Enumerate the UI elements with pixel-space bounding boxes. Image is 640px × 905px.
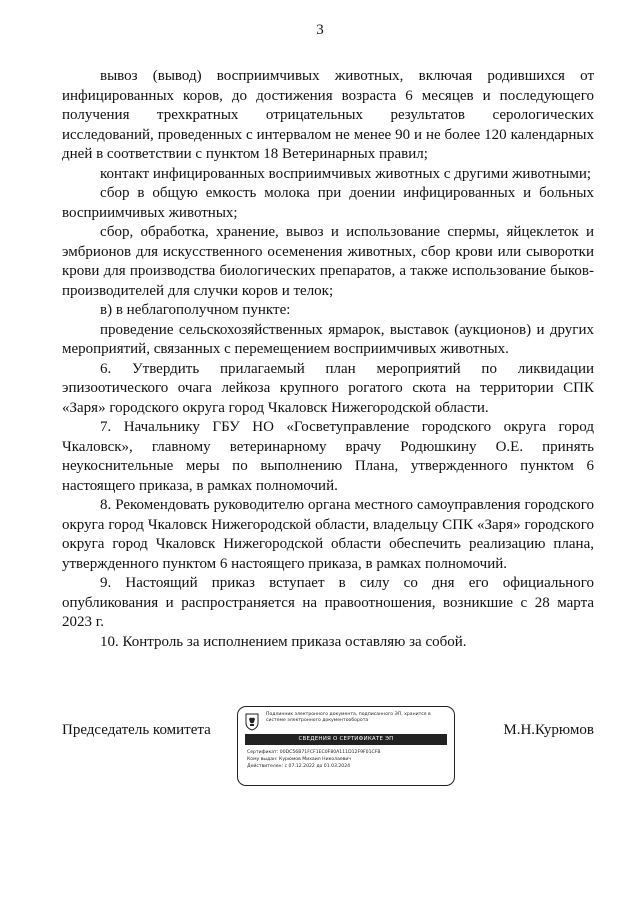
coat-of-arms-icon xyxy=(245,713,259,731)
stamp-issued-to: Кому выдан: Курюмов Михаил Николаевич xyxy=(247,756,352,762)
paragraph: проведение сельскохозяйственных ярмарок, выставок (аукционов) и других мероприятий, связанных с перемещением восприимчивых животных. xyxy=(62,321,594,357)
paragraph: 9. Настоящий приказ вступает в силу со дня его официального опубликования и распространяется на правоотношения, возникшие с 28 марта 2023 г. xyxy=(62,575,594,630)
stamp-band: СВЕДЕНИЯ О СЕРТИФИКАТЕ ЭП xyxy=(245,734,447,745)
paragraph: 10. Контроль за исполнением приказа оставляю за собой. xyxy=(100,633,467,650)
stamp-details xyxy=(247,750,447,770)
stamp-header: Подлинник электронного документа, подписанного ЭП, хранится в системе электронного документооборота xyxy=(266,712,431,723)
stamp-valid: Действителен: с 07.12.2022 до 01.03.2024 xyxy=(247,763,351,769)
paragraph: в) в неблагополучном пункте: xyxy=(100,302,291,318)
signature-block xyxy=(62,706,594,786)
paragraph: 6. Утвердить прилагаемый план мероприятий по ликвидации эпизоотического очага лейкоза крупного рогатого скота на территории СПК «Заря» городского округа город Чкаловск Нижегородской области. xyxy=(62,360,594,416)
page-number: 3 xyxy=(316,22,324,38)
paragraph: 8. Рекомендовать руководителю органа местного самоуправления городского округа город Чкаловск Нижегородской области, владельцу СПК «Заря» городского округа город Чкаловск Нижегородской области обеспечить реализацию плана, утвержденного пунктом 6 настоящего приказа, в рамках полномочий. xyxy=(62,497,594,572)
paragraph: контакт инфицированных восприимчивых животных с другими животными; xyxy=(100,165,592,182)
signatory-title: Председатель комитета xyxy=(62,722,211,738)
stamp-certificate: Сертификат: 00DC56B71FCF1EC0F80A111D12F9F01CFB xyxy=(247,750,381,755)
paragraph: сбор, обработка, хранение, вывоз и использование спермы, яйцеклеток и эмбрионов для искусственного осеменения животных, сбор крови или сыворотки крови для производства биологических препаратов, а также использование быков-производителей для случки коров и телок; xyxy=(62,224,594,299)
paragraph: 7. Начальнику ГБУ НО «Госветуправление городского округа город Чкаловск», главному ветеринарному врачу Родюшкину О.Е. принять неукоснительные меры по выполнению Плана, утвержденного пунктом 6 настоящего приказа, в рамках полномочий. xyxy=(62,419,594,494)
document-body xyxy=(62,67,594,652)
signatory-name: М.Н.Курюмов xyxy=(503,722,594,738)
paragraph: сбор в общую емкость молока при доении инфицированных и больных восприимчивых животных; xyxy=(62,185,594,221)
electronic-signature-stamp xyxy=(237,706,455,786)
paragraph: вывоз (вывод) восприимчивых животных, включая родившихся от инфицированных коров, до достижения возраста 6 месяцев и последующего получения трехкратных отрицательных результатов серологических исследований, проведенных с интервалом не менее 90 и не более 120 календарных дней в соответствии с пунктом 18 Ветеринарных правил; xyxy=(62,68,594,162)
